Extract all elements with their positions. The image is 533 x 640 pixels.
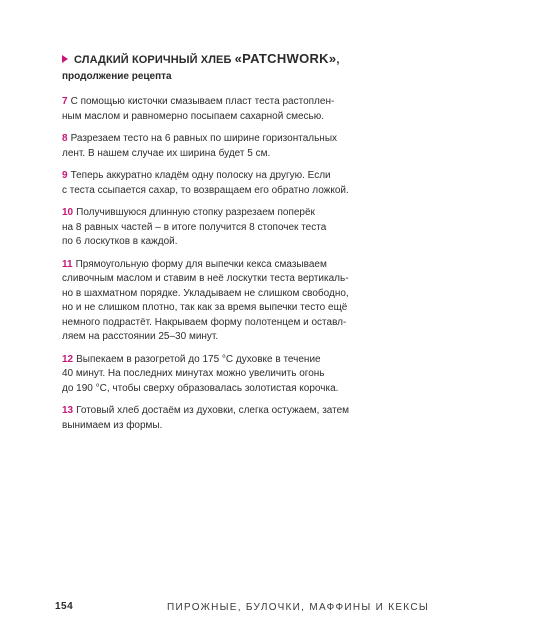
step-number: 8 [62, 133, 68, 144]
recipe-header [62, 51, 482, 82]
recipe-step [62, 353, 362, 397]
recipe-step [62, 132, 362, 161]
step-text-line: Получившуюся длинную стопку разрезаем поперёк [76, 207, 315, 218]
title-prefix: СЛАДКИЙ КОРИЧНЫЙ ХЛЕБ [74, 54, 235, 66]
step-text-line: сливочным маслом и ставим в неё лоскутки теста вертикаль- [62, 273, 349, 284]
step-text-line: но и не слишком плотно, так как за время выпечки тесто ещё [62, 302, 348, 313]
recipe-step [62, 404, 362, 433]
step-text-line: но в шахматном порядке. Укладываем не слишком свободно, [62, 287, 349, 299]
step-text-line: вынимаем из формы. [62, 419, 163, 431]
step-text-line: Готовый хлеб достаём из духовки, слегка остужаем, затем [76, 405, 350, 416]
step-text-line: Теперь аккуратно кладём одну полоску на другую. Если [70, 170, 331, 181]
step-text-line: С помощью кисточки смазываем пласт теста растоплен- [70, 96, 335, 107]
page-number: 154 [55, 601, 74, 612]
step-number: 9 [62, 170, 68, 181]
step-text-line: на 8 равных частей – в итоге получится 8 стопочек теста [62, 221, 327, 233]
step-text-line: немного подрастёт. Накрываем форму полотенцем и оставл- [62, 316, 347, 328]
recipe-step [62, 169, 362, 198]
title-brand: «PATCHWORK» [234, 51, 337, 66]
step-text-line: Разрезаем тесто на 6 равных по ширине горизонтальных [70, 133, 338, 144]
step-number: 13 [62, 405, 74, 416]
step-text-line: лент. В нашем случае их ширина будет 5 см. [62, 147, 271, 159]
recipe-step [62, 258, 362, 345]
section-title: ПИРОЖНЫЕ, БУЛОЧКИ, МАФФИНЫ И КЕКСЫ [167, 602, 429, 613]
recipe-step [62, 206, 362, 250]
step-text-line: Выпекаем в разогретой до 175 °С духовке в течение [76, 353, 321, 365]
step-text-line: Прямоугольную форму для выпечки кекса смазываем [75, 258, 327, 270]
recipe-title [62, 51, 482, 66]
step-text-line: ным маслом и равномерно посыпаем сахарной смесью. [62, 110, 325, 122]
step-text-line: с теста ссыпается сахар, то возвращаем его обратно ложкой. [62, 184, 349, 196]
step-number: 10 [62, 207, 74, 218]
recipe-step [62, 95, 362, 124]
step-text-line: до 190 °С, чтобы сверху образовалась золотистая корочка. [62, 382, 339, 394]
step-number: 12 [62, 353, 74, 365]
title-suffix: , [336, 54, 340, 66]
page-footer [55, 601, 495, 615]
triangle-marker-icon [62, 55, 68, 63]
step-text-line: по 6 лоскутков в каждой. [62, 236, 178, 247]
step-text-line: ляем на расстоянии 25–30 минут. [62, 331, 219, 342]
recipe-subtitle: продолжение рецепта [62, 71, 172, 82]
step-number: 11 [62, 258, 73, 270]
step-text-line: 40 минут. На последних минутах можно увеличить огонь [62, 368, 325, 379]
step-number: 7 [62, 96, 68, 107]
recipe-steps [62, 95, 362, 441]
